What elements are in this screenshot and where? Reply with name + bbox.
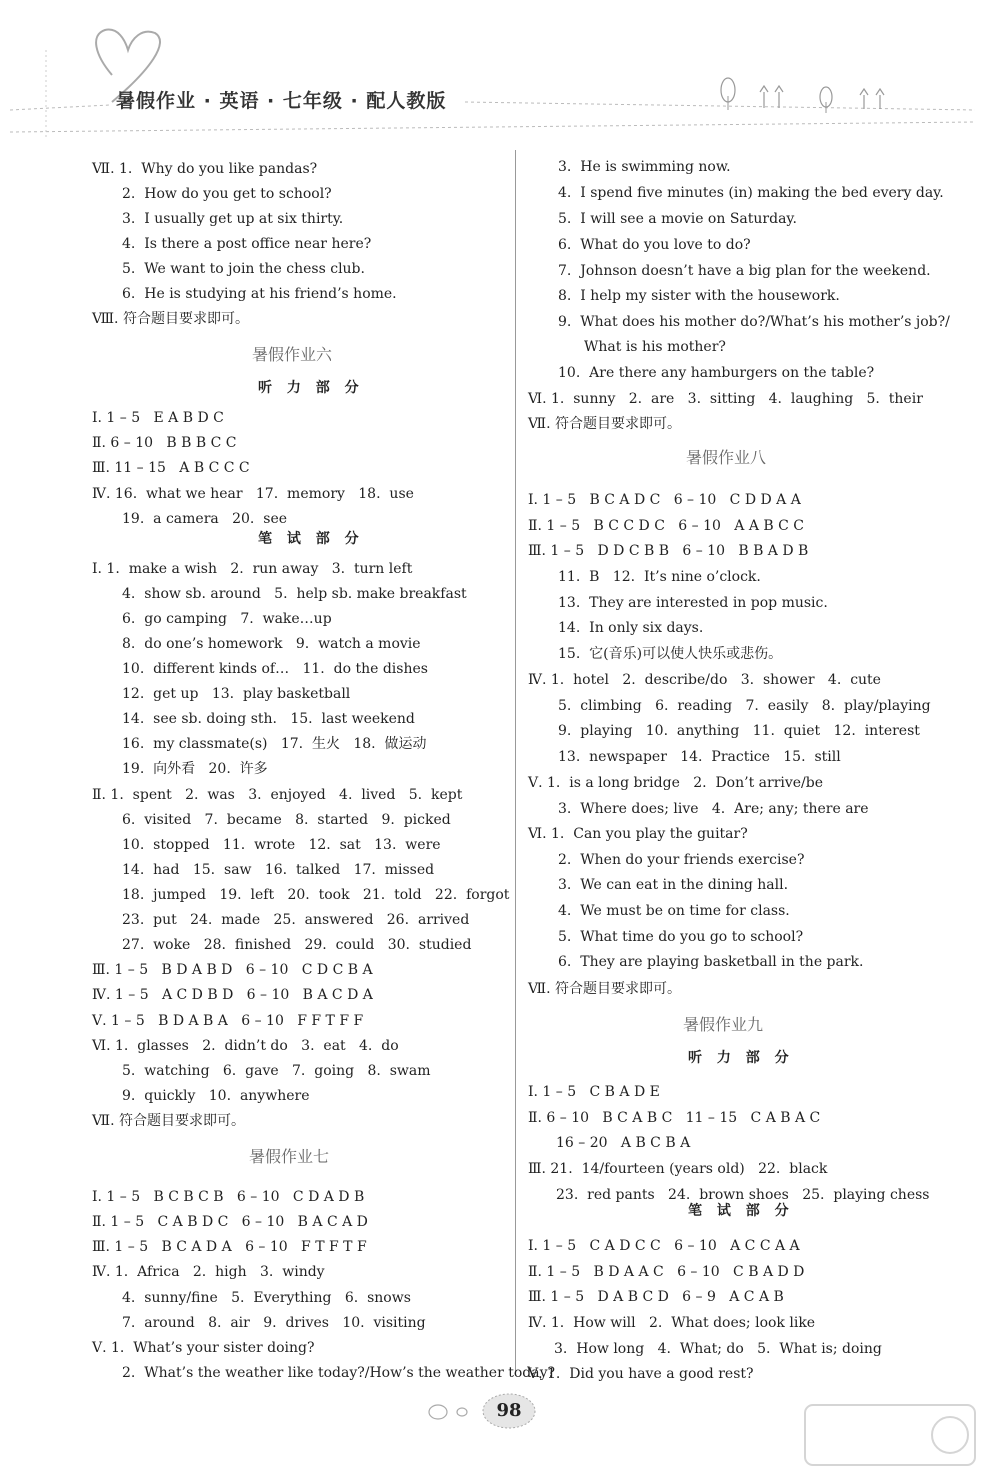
- right-answer-line: Ⅴ. 1. Did you have a good rest?: [528, 1366, 754, 1382]
- left-answer-line: Ⅰ. 1 – 5 E A B D C: [92, 410, 224, 426]
- left-answer-line: 12. get up 13. play basketball: [122, 686, 351, 702]
- right-answer-line: Ⅳ. 1. hotel 2. describe/do 3. shower 4. cute: [528, 672, 881, 688]
- left-answer-line: 6. visited 7. became 8. started 9. picked: [122, 812, 451, 828]
- right-answer-line: Ⅰ. 1 – 5 C B A D E: [528, 1084, 660, 1100]
- right-answer-line: Ⅲ. 1 – 5 D A B C D 6 – 9 A C A B: [528, 1289, 784, 1305]
- header-decoration: [0, 0, 1000, 140]
- left-answer-line: 7. around 8. air 9. drives 10. visiting: [122, 1315, 426, 1331]
- right-answer-line: Ⅱ. 6 – 10 B C A B C 11 – 15 C A B A C: [528, 1110, 821, 1126]
- left-answer-line: 4. show sb. around 5. help sb. make breakfast: [122, 586, 467, 602]
- right-answer-line: Ⅱ. 1 – 5 B D A A C 6 – 10 C B A D D: [528, 1264, 805, 1280]
- left-answer-line: Ⅵ. 1. glasses 2. didn’t do 3. eat 4. do: [92, 1038, 399, 1054]
- left-answer-line: Ⅲ. 11 – 15 A B C C C: [92, 460, 250, 476]
- right-answer-line: 8. I help my sister with the housework.: [558, 288, 840, 304]
- left-answer-line: 16. my classmate(s) 17. 生火 18. 做运动: [122, 736, 427, 752]
- section-title: 暑假作业七: [249, 1147, 330, 1166]
- left-answer-line: 4. sunny/fine 5. Everything 6. snows: [122, 1290, 411, 1306]
- subsection-title: 笔 试 部 分: [258, 531, 364, 547]
- left-answer-line: 19. 向外看 20. 许多: [122, 761, 268, 777]
- left-answer-line: Ⅱ. 1. spent 2. was 3. enjoyed 4. lived 5. kept: [92, 787, 463, 803]
- section-title: 暑假作业六: [252, 345, 333, 364]
- left-answer-line: 19. a camera 20. see: [122, 511, 288, 527]
- left-answer-line: 5. watching 6. gave 7. going 8. swam: [122, 1063, 431, 1079]
- page-number: 98: [496, 1400, 522, 1421]
- page-header: [0, 0, 1000, 140]
- right-answer-line: Ⅰ. 1 – 5 C A D C C 6 – 10 A C C A A: [528, 1238, 800, 1254]
- subsection-title: 听 力 部 分: [688, 1050, 794, 1066]
- right-answer-line: Ⅶ. 符合题目要求即可。: [528, 416, 681, 432]
- left-answer-line: 14. see sb. doing sth. 15. last weekend: [122, 711, 415, 727]
- right-answer-line: Ⅰ. 1 – 5 B C A D C 6 – 10 C D D A A: [528, 492, 801, 508]
- left-answer-line: Ⅰ. 1 – 5 B C B C B 6 – 10 C D A D B: [92, 1189, 365, 1205]
- left-answer-line: 5. We want to join the chess club.: [122, 261, 365, 277]
- right-answer-line: Ⅲ. 21. 14/fourteen (years old) 22. black: [528, 1161, 828, 1177]
- left-answer-line: Ⅲ. 1 – 5 B C A D A 6 – 10 F T F T F: [92, 1239, 367, 1255]
- right-answer-line: 9. playing 10. anything 11. quiet 12. interest: [558, 723, 920, 739]
- left-answer-line: 3. I usually get up at six thirty.: [122, 211, 344, 227]
- right-answer-line: What is his mother?: [584, 339, 726, 355]
- left-answer-line: 27. woke 28. finished 29. could 30. studied: [122, 937, 472, 953]
- right-answer-line: 3. How long 4. What; do 5. What is; doing: [554, 1341, 882, 1357]
- right-answer-line: Ⅶ. 符合题目要求即可。: [528, 981, 681, 997]
- right-answer-line: 14. In only six days.: [558, 620, 704, 636]
- right-answer-line: 6. What do you love to do?: [558, 237, 751, 253]
- right-answer-line: 4. We must be on time for class.: [558, 903, 790, 919]
- left-answer-line: Ⅴ. 1 – 5 B D A B A 6 – 10 F F T F F: [92, 1013, 364, 1029]
- left-answer-line: Ⅶ. 符合题目要求即可。: [92, 1113, 245, 1129]
- left-answer-line: 10. different kinds of… 11. do the dishes: [122, 661, 428, 677]
- right-answer-line: 11. B 12. It’s nine o’clock.: [558, 569, 761, 585]
- subsection-title: 笔 试 部 分: [688, 1203, 794, 1219]
- left-answer-line: 2. What’s the weather like today?/How’s the weather today?: [122, 1365, 556, 1381]
- right-answer-line: 10. Are there any hamburgers on the table?: [558, 365, 875, 381]
- watermark-logo: [800, 1400, 980, 1470]
- right-answer-line: 3. He is swimming now.: [558, 159, 731, 175]
- left-answer-line: Ⅷ. 符合题目要求即可。: [92, 311, 249, 327]
- right-answer-line: Ⅱ. 1 – 5 B C C D C 6 – 10 A A B C C: [528, 518, 804, 534]
- left-answer-line: 6. go camping 7. wake…up: [122, 611, 332, 627]
- right-answer-line: 15. 它(音乐)可以使人快乐或悲伤。: [558, 646, 783, 662]
- left-answer-line: Ⅲ. 1 – 5 B D A B D 6 – 10 C D C B A: [92, 962, 373, 978]
- right-answer-line: 16 – 20 A B C B A: [556, 1135, 691, 1151]
- left-answer-line: Ⅴ. 1. What’s your sister doing?: [92, 1340, 315, 1356]
- right-answer-line: 13. newspaper 14. Practice 15. still: [558, 749, 841, 765]
- left-answer-line: Ⅱ. 1 – 5 C A B D C 6 – 10 B A C A D: [92, 1214, 368, 1230]
- section-title: 暑假作业九: [683, 1015, 764, 1034]
- right-answer-line: 9. What does his mother do?/What’s his mother’s job?/: [558, 314, 950, 330]
- left-answer-line: 2. How do you get to school?: [122, 186, 332, 202]
- right-answer-line: Ⅲ. 1 – 5 D D C B B 6 – 10 B B A D B: [528, 543, 809, 559]
- right-answer-line: Ⅴ. 1. is a long bridge 2. Don’t arrive/be: [528, 775, 824, 791]
- left-answer-line: 14. had 15. saw 16. talked 17. missed: [122, 862, 435, 878]
- right-answer-line: Ⅳ. 1. How will 2. What does; look like: [528, 1315, 816, 1331]
- section-title: 暑假作业八: [686, 448, 767, 467]
- right-answer-line: 5. I will see a movie on Saturday.: [558, 211, 797, 227]
- right-answer-line: 2. When do your friends exercise?: [558, 852, 805, 868]
- left-answer-line: 18. jumped 19. left 20. took 21. told 22. forgot: [122, 887, 510, 903]
- column-divider: [515, 150, 516, 1375]
- left-answer-line: Ⅱ. 6 – 10 B B B C C: [92, 435, 237, 451]
- left-answer-line: 9. quickly 10. anywhere: [122, 1088, 310, 1104]
- left-answer-line: Ⅳ. 16. what we hear 17. memory 18. use: [92, 486, 414, 502]
- left-answer-line: Ⅰ. 1. make a wish 2. run away 3. turn left: [92, 561, 413, 577]
- header-title: 暑假作业 · 英语 · 七年级 · 配人教版: [116, 90, 447, 112]
- right-answer-line: 13. They are interested in pop music.: [558, 595, 828, 611]
- right-answer-line: 3. Where does; live 4. Are; any; there are: [558, 801, 869, 817]
- right-answer-line: 4. I spend five minutes (in) making the bed every day.: [558, 185, 944, 201]
- left-answer-line: Ⅶ. 1. Why do you like pandas?: [92, 161, 318, 177]
- left-answer-line: 8. do one’s homework 9. watch a movie: [122, 636, 421, 652]
- right-answer-line: Ⅵ. 1. Can you play the guitar?: [528, 826, 748, 842]
- subsection-title: 听 力 部 分: [258, 380, 364, 396]
- left-answer-line: 10. stopped 11. wrote 12. sat 13. were: [122, 837, 441, 853]
- right-answer-line: 7. Johnson doesn’t have a big plan for the weekend.: [558, 263, 931, 279]
- left-answer-line: 23. put 24. made 25. answered 26. arrived: [122, 912, 470, 928]
- left-answer-line: 4. Is there a post office near here?: [122, 236, 372, 252]
- left-answer-line: Ⅳ. 1 – 5 A C D B D 6 – 10 B A C D A: [92, 987, 373, 1003]
- right-answer-line: 3. We can eat in the dining hall.: [558, 877, 789, 893]
- left-answer-line: 6. He is studying at his friend’s home.: [122, 286, 397, 302]
- right-answer-line: 5. What time do you go to school?: [558, 929, 804, 945]
- right-answer-line: 5. climbing 6. reading 7. easily 8. play/playing: [558, 698, 931, 714]
- left-answer-line: Ⅳ. 1. Africa 2. high 3. windy: [92, 1264, 325, 1280]
- right-answer-line: Ⅵ. 1. sunny 2. are 3. sitting 4. laughing 5. their: [528, 391, 923, 407]
- right-answer-line: 23. red pants 24. brown shoes 25. playing chess: [556, 1187, 930, 1203]
- page-footer: [420, 1390, 560, 1430]
- right-answer-line: 6. They are playing basketball in the park.: [558, 954, 864, 970]
